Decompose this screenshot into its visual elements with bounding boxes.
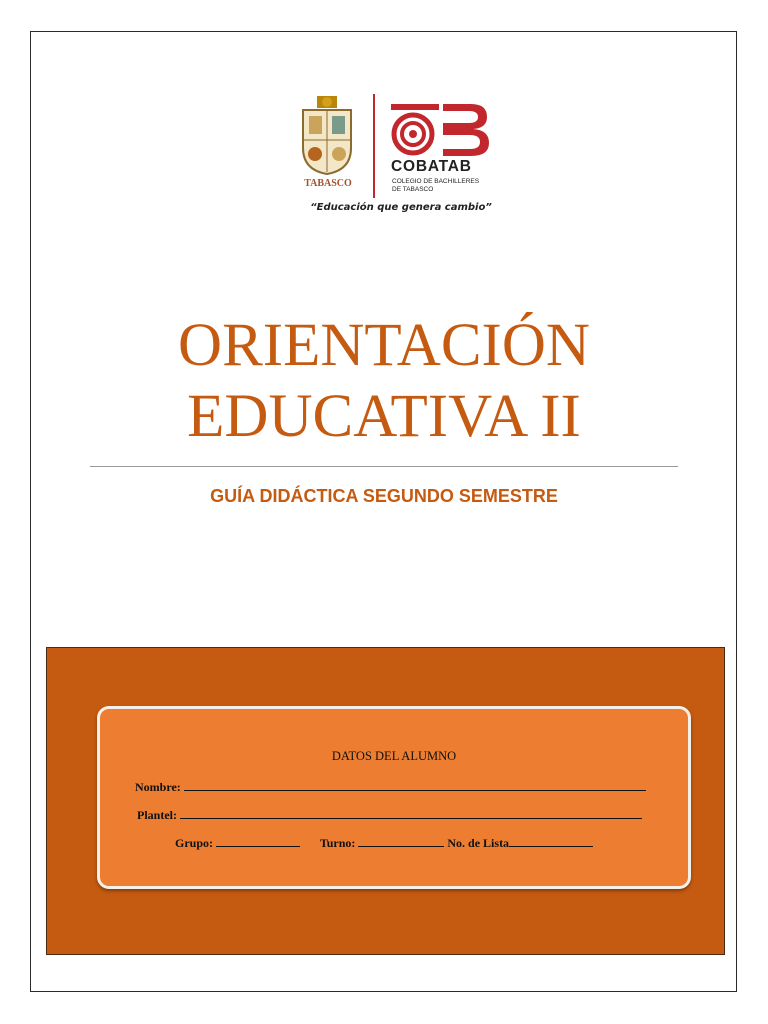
cobatab-subtitle [392, 178, 502, 193]
title-divider [90, 466, 678, 467]
cobatab-subtitle-line2: DE TABASCO [392, 185, 434, 193]
lista-field[interactable] [509, 835, 593, 847]
turno-label: Turno: [319, 836, 356, 850]
header-logos [295, 92, 505, 222]
turno-field[interactable] [358, 835, 444, 847]
grupo-field[interactable] [216, 835, 300, 847]
grupo-turno-lista-row [175, 835, 593, 851]
cobatab-wordmark: COBATAB [391, 158, 472, 175]
nombre-label: Nombre: [135, 780, 181, 794]
nombre-row [135, 779, 646, 795]
student-data-card [97, 706, 691, 889]
title-line-1: ORIENTACIÓN [178, 312, 590, 379]
plantel-field[interactable] [180, 807, 642, 819]
title-line-2: EDUCATIVA II [187, 383, 581, 450]
lista-label: No. de Lista [447, 836, 510, 850]
plantel-label: Plantel: [137, 808, 177, 822]
grupo-label: Grupo: [175, 836, 214, 850]
document-title [60, 310, 708, 452]
tabasco-coat-of-arms-icon [299, 96, 355, 176]
slogan: “Educación que genera cambio” [310, 202, 492, 213]
tabasco-label: TABASCO [304, 178, 352, 189]
cobatab-logo-icon [391, 102, 491, 158]
document-subtitle: GUÍA DIDÁCTICA SEGUNDO SEMESTRE [210, 486, 558, 506]
plantel-row [137, 807, 642, 823]
cobatab-subtitle-line1: COLEGIO DE BACHILLERES [392, 178, 480, 185]
form-heading: DATOS DEL ALUMNO [331, 749, 457, 763]
logo-divider [373, 94, 375, 198]
nombre-field[interactable] [184, 779, 646, 791]
